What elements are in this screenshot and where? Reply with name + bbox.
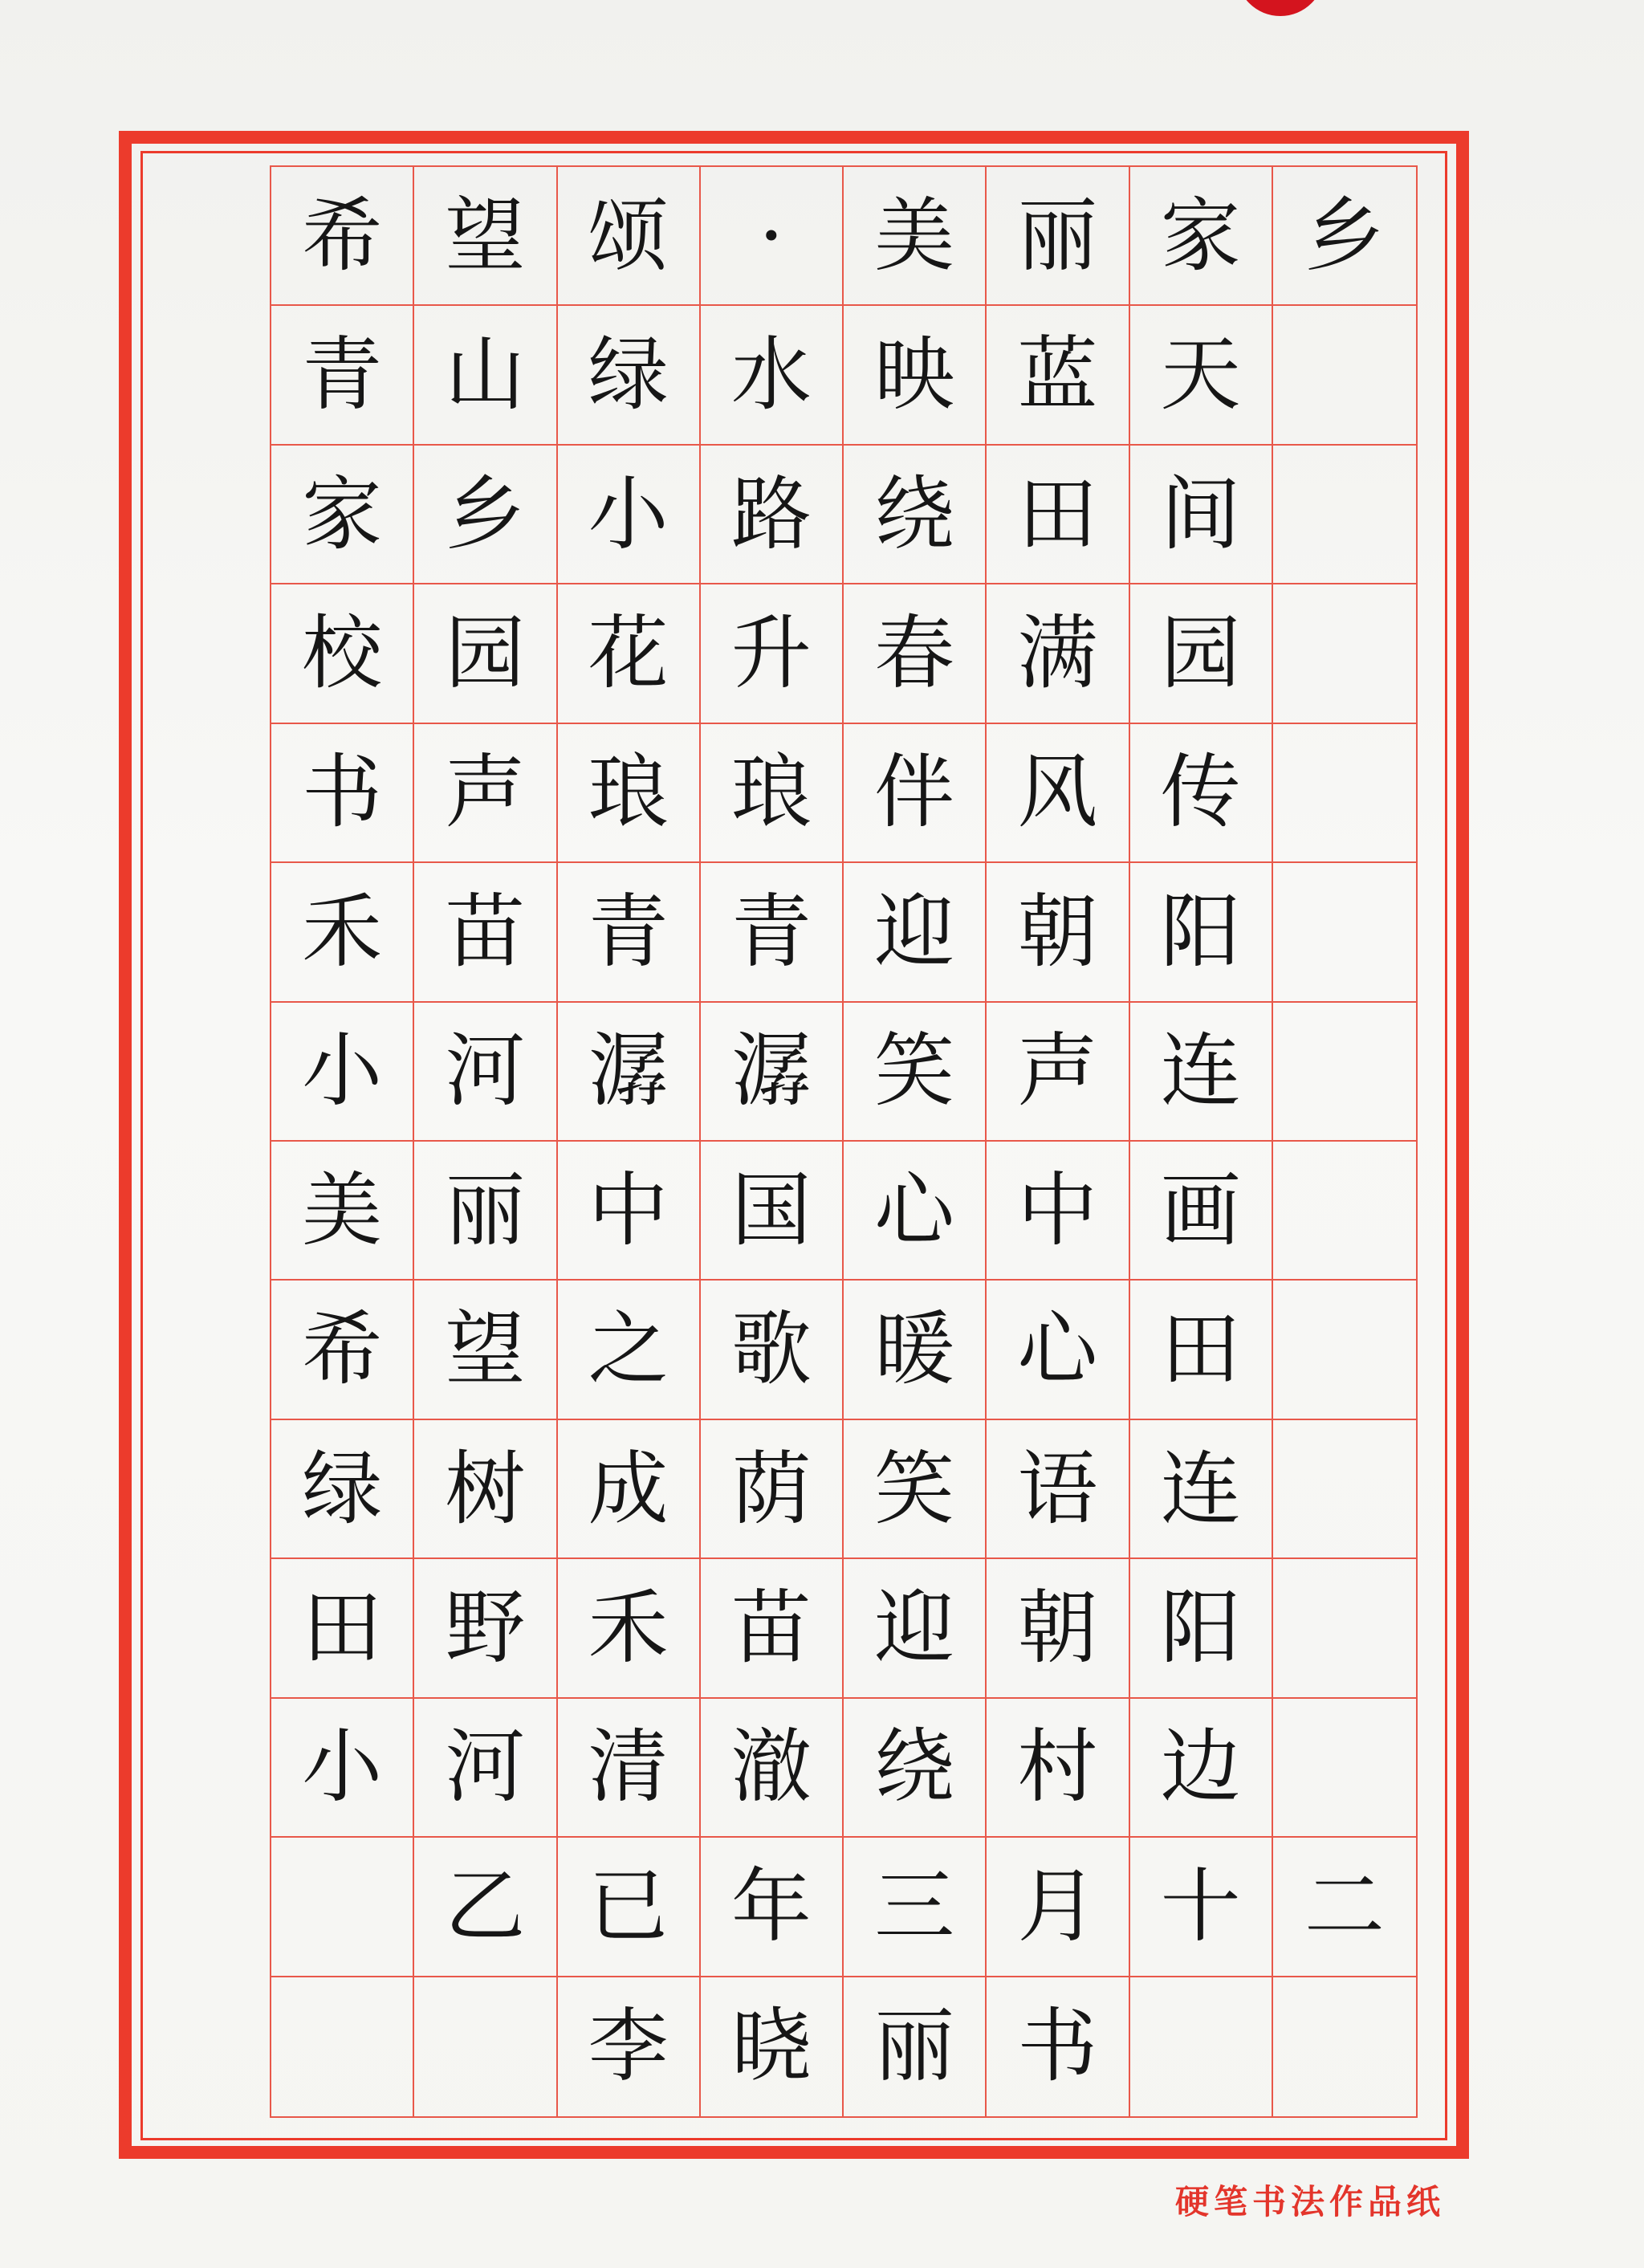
grid-cell: 成 <box>558 1420 701 1559</box>
grid-cell: 望 <box>414 167 557 306</box>
grid-cell: 边 <box>1130 1699 1273 1838</box>
grid-cell: 天 <box>1130 306 1273 445</box>
grid-cell: 希 <box>271 1281 414 1419</box>
grid-cell: 乙 <box>414 1838 557 1977</box>
grid-cell: 年 <box>701 1838 844 1977</box>
grid-cell: 间 <box>1130 446 1273 584</box>
grid-cell <box>1273 1281 1416 1419</box>
grid-cell: 映 <box>844 306 987 445</box>
grid-cell: 歌 <box>701 1281 844 1419</box>
grid-cell: 书 <box>271 724 414 863</box>
grid-cell: 心 <box>987 1281 1129 1419</box>
grid-cell <box>1273 584 1416 723</box>
grid-cell: 路 <box>701 446 844 584</box>
grid-cell: 十 <box>1130 1838 1273 1977</box>
grid-cell: 望 <box>414 1281 557 1419</box>
grid-cell: 乡 <box>1273 167 1416 306</box>
grid-cell: 升 <box>701 584 844 723</box>
grid-cell: 琅 <box>558 724 701 863</box>
grid-cell: 迎 <box>844 863 987 1002</box>
grid-cell: 丽 <box>844 1977 987 2116</box>
grid-cell: 伴 <box>844 724 987 863</box>
grid-cell: 中 <box>558 1142 701 1281</box>
grid-cell: 苗 <box>414 863 557 1002</box>
grid-cell: 家 <box>1130 167 1273 306</box>
grid-cell: 村 <box>987 1699 1129 1838</box>
grid-cell: 河 <box>414 1699 557 1838</box>
grid-cell: 青 <box>271 306 414 445</box>
grid-cell: 家 <box>271 446 414 584</box>
grid-cell: 之 <box>558 1281 701 1419</box>
grid-cell: 潺 <box>558 1003 701 1142</box>
grid-cell: 青 <box>558 863 701 1002</box>
grid-cell: 禾 <box>271 863 414 1002</box>
grid-cell: 传 <box>1130 724 1273 863</box>
grid-cell: 晓 <box>701 1977 844 2116</box>
grid-cell: 暖 <box>844 1281 987 1419</box>
grid-cell: 花 <box>558 584 701 723</box>
grid-cell: 满 <box>987 584 1129 723</box>
grid-cell: 绿 <box>558 306 701 445</box>
grid-cell: 月 <box>987 1838 1129 1977</box>
grid-cell: 丽 <box>414 1142 557 1281</box>
grid-cell: 朝 <box>987 1559 1129 1698</box>
grid-cell: 颂 <box>558 167 701 306</box>
grid-cell: 水 <box>701 306 844 445</box>
grid-cell <box>1273 863 1416 1002</box>
grid-cell: 潺 <box>701 1003 844 1142</box>
grid-cell: 田 <box>1130 1281 1273 1419</box>
grid-cell <box>1273 1003 1416 1142</box>
grid-cell: 声 <box>987 1003 1129 1142</box>
grid-cell <box>271 1977 414 2116</box>
grid-cell: 美 <box>844 167 987 306</box>
grid-cell <box>271 1838 414 1977</box>
grid-cell: 三 <box>844 1838 987 1977</box>
grid-cell: 美 <box>271 1142 414 1281</box>
grid-cell: 李 <box>558 1977 701 2116</box>
grid-cell <box>1273 1142 1416 1281</box>
grid-cell: 国 <box>701 1142 844 1281</box>
grid-cell: 希 <box>271 167 414 306</box>
grid-cell: 春 <box>844 584 987 723</box>
grid-cell: 田 <box>271 1559 414 1698</box>
grid-cell: 青 <box>701 863 844 1002</box>
grid-cell: 绕 <box>844 1699 987 1838</box>
grid-cell: 声 <box>414 724 557 863</box>
grid-cell: 中 <box>987 1142 1129 1281</box>
grid-cell: 野 <box>414 1559 557 1698</box>
grid-cell: 山 <box>414 306 557 445</box>
grid-cell: 清 <box>558 1699 701 1838</box>
grid-cell: 澈 <box>701 1699 844 1838</box>
grid-cell: · <box>701 167 844 306</box>
grid-cell: 荫 <box>701 1420 844 1559</box>
grid-cell <box>1273 306 1416 445</box>
grid-cell: 琅 <box>701 724 844 863</box>
grid-cell <box>1273 724 1416 863</box>
grid-cell: 笑 <box>844 1420 987 1559</box>
grid-cell: 校 <box>271 584 414 723</box>
grid-cell <box>1273 1559 1416 1698</box>
grid-cell: 二 <box>1273 1838 1416 1977</box>
grid-cell: 绕 <box>844 446 987 584</box>
grid-cell: 苗 <box>701 1559 844 1698</box>
grid-cell: 笑 <box>844 1003 987 1142</box>
grid-cell <box>1273 446 1416 584</box>
grid-cell: 语 <box>987 1420 1129 1559</box>
grid-cell: 田 <box>987 446 1129 584</box>
grid-cell: 绿 <box>271 1420 414 1559</box>
grid-cell <box>1273 1699 1416 1838</box>
grid-cell: 连 <box>1130 1003 1273 1142</box>
grid-cell: 风 <box>987 724 1129 863</box>
grid-cell: 园 <box>414 584 557 723</box>
grid-cell: 园 <box>1130 584 1273 723</box>
grid-cell: 丽 <box>987 167 1129 306</box>
grid-cell: 树 <box>414 1420 557 1559</box>
grid-cell: 朝 <box>987 863 1129 1002</box>
grid-cell <box>414 1977 557 2116</box>
grid-cell: 迎 <box>844 1559 987 1698</box>
grid-cell: 禾 <box>558 1559 701 1698</box>
grid-cell: 连 <box>1130 1420 1273 1559</box>
grid-cell: 阳 <box>1130 1559 1273 1698</box>
grid-cell: 阳 <box>1130 863 1273 1002</box>
grid-cell: 河 <box>414 1003 557 1142</box>
grid-cell: 心 <box>844 1142 987 1281</box>
grid-cell <box>1273 1977 1416 2116</box>
character-grid <box>270 165 1418 2118</box>
grid-cell: 小 <box>271 1699 414 1838</box>
grid-cell <box>1273 1420 1416 1559</box>
grid-cell: 已 <box>558 1838 701 1977</box>
grid-cell: 小 <box>558 446 701 584</box>
paper-label: 硬笔书法作品纸 <box>1174 2182 1445 2221</box>
grid-cell: 书 <box>987 1977 1129 2116</box>
grid-cell: 画 <box>1130 1142 1273 1281</box>
grid-cell <box>1130 1977 1273 2116</box>
grid-cell: 小 <box>271 1003 414 1142</box>
grid-cell: 乡 <box>414 446 557 584</box>
grid-cell: 蓝 <box>987 306 1129 445</box>
